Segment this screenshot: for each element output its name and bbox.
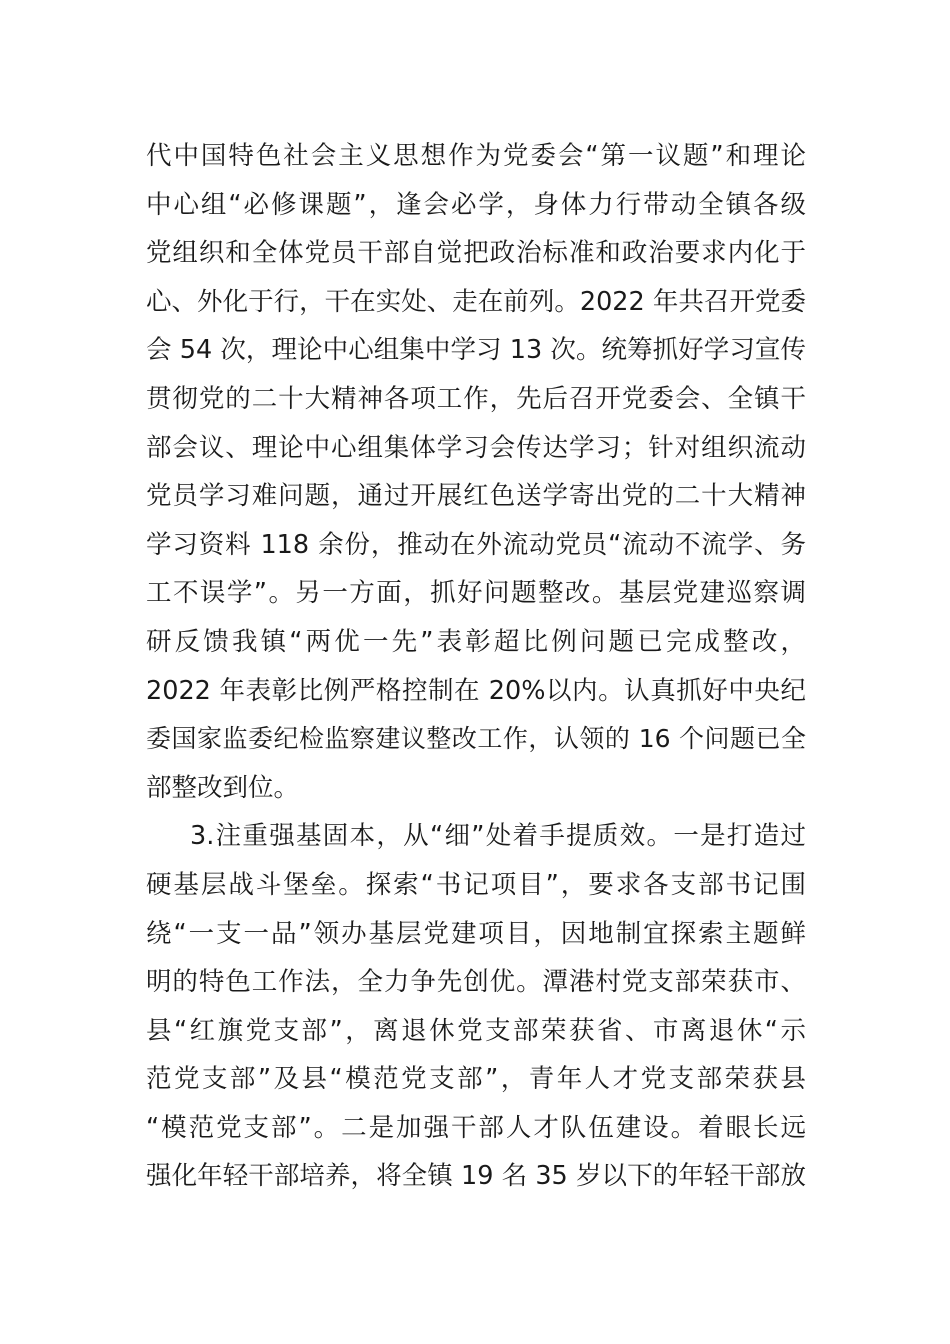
paragraph-first-line: 3.注重强基固本，从“细”处着手提质效。一是打造过: [190, 821, 806, 852]
text-line: 中心组“必修课题”，逢会必学，身体力行带动全镇各级: [146, 189, 806, 220]
text-line: 代中国特色社会主义思想作为党委会“第一议题”和理论: [146, 141, 806, 171]
text-line: 强化年轻干部培养，将全镇 19 名 35 岁以下的年轻干部放: [146, 1161, 806, 1192]
text-line: 党组织和全体党员干部自觉把政治标准和政治要求内化于: [146, 238, 806, 269]
text-line: 县“红旗党支部”，离退休党支部荣获省、市离退休“示: [146, 1015, 806, 1046]
text-line: 委国家监委纪检监察建议整改工作，认领的 16 个问题已全: [146, 724, 806, 754]
paragraph-last-line: 部整改到位。: [146, 772, 300, 803]
text-line: 学习资料 118 余份，推动在外流动党员“流动不流学、务: [146, 529, 806, 560]
text-line: 范党支部”及县“模范党支部”，青年人才党支部荣获县: [146, 1064, 806, 1095]
text-line: 部会议、理论中心组集体学习会传达学习；针对组织流动: [146, 432, 806, 463]
text-line: 研反馈我镇“两优一先”表彰超比例问题已完成整改，: [146, 626, 806, 657]
text-line: 党员学习难问题，通过开展红色送学寄出党的二十大精神: [146, 481, 806, 512]
text-line: “模范党支部”。二是加强干部人才队伍建设。着眼长远: [146, 1112, 806, 1143]
body-text: [146, 132, 806, 1201]
text-line: 绕“一支一品”领办基层党建项目，因地制宜探索主题鲜: [146, 918, 806, 949]
text-line: 心、外化于行，干在实处、走在前列。2022 年共召开党委: [146, 286, 806, 317]
text-line: 明的特色工作法，全力争先创优。潭港村党支部荣获市、: [146, 967, 806, 998]
text-line: 工不误学”。另一方面，抓好问题整改。基层党建巡察调: [146, 578, 806, 609]
text-line: 贯彻党的二十大精神各项工作，先后召开党委会、全镇干: [146, 383, 806, 414]
text-line: 会 54 次，理论中心组集中学习 13 次。统筹抓好学习宣传: [146, 335, 806, 366]
text-line: 2022 年表彰比例严格控制在 20%以内。认真抓好中央纪: [146, 675, 806, 706]
text-line: 硬基层战斗堡垒。探索“书记项目”，要求各支部书记围: [146, 869, 806, 900]
